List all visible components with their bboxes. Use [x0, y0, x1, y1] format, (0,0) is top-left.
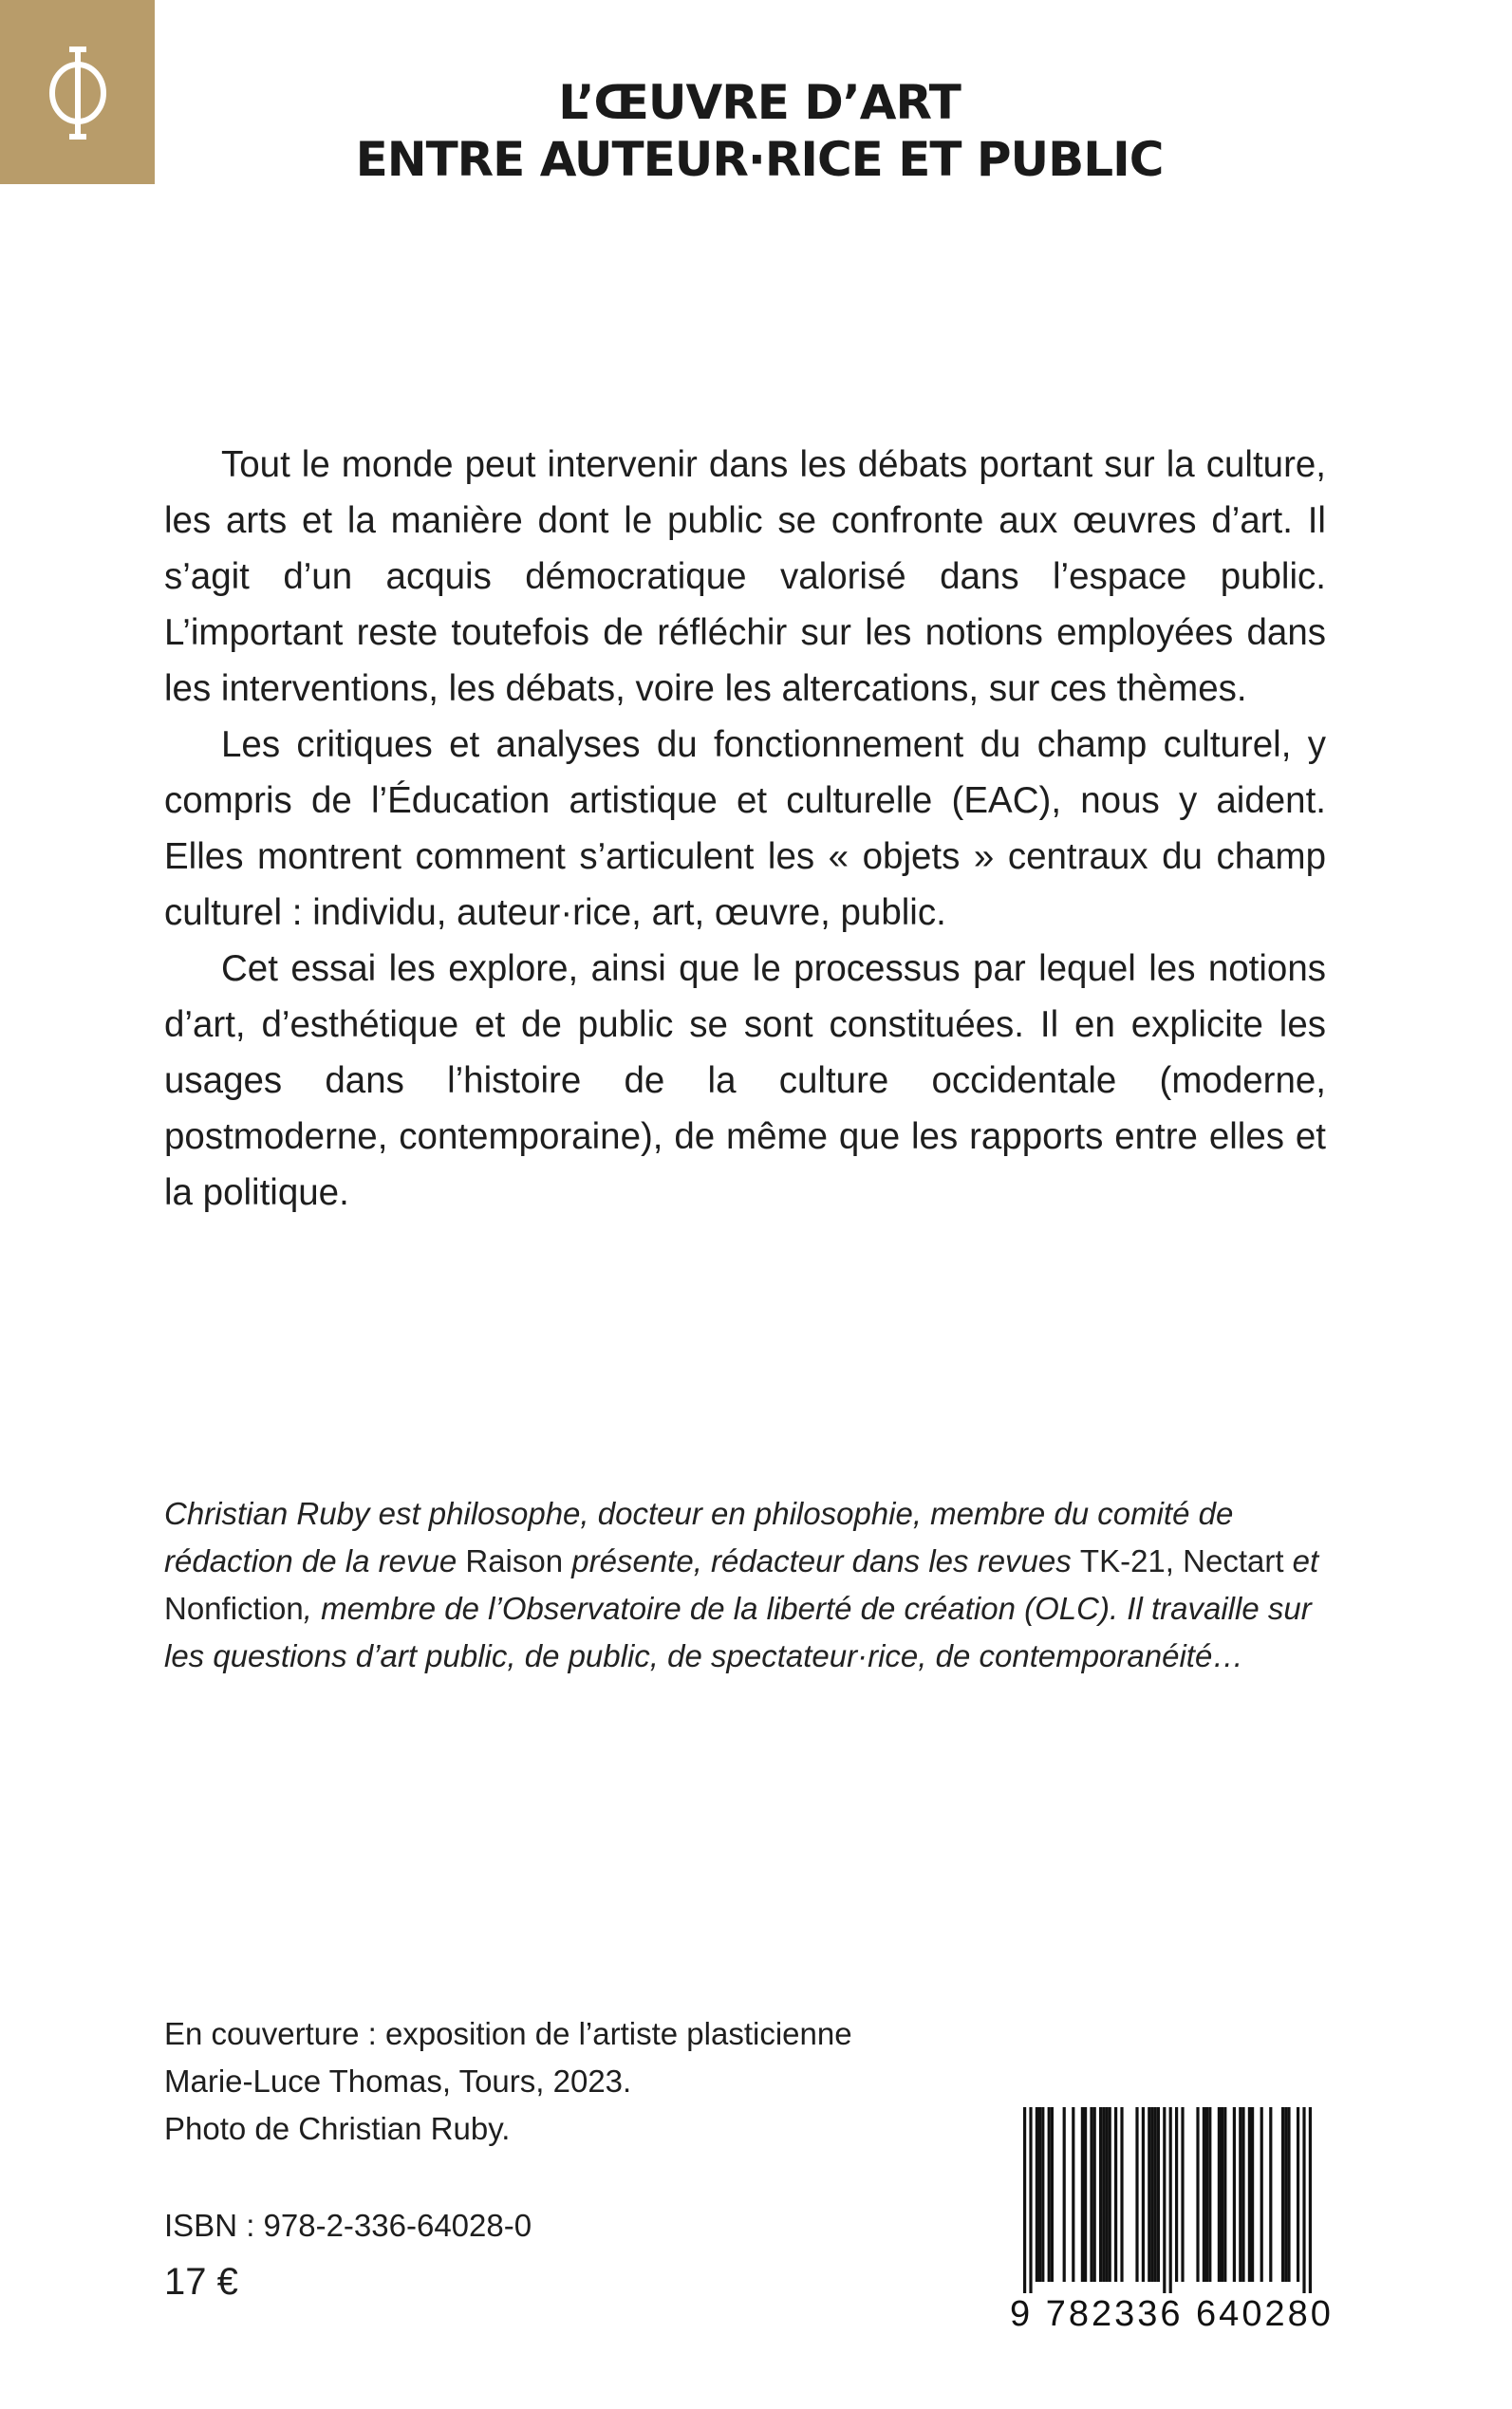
blurb-paragraph-3: Cet essai les explore, ainsi que le processus par lequel les notions d’art, d’esthétique et de public se sont constituées. Il en explicite les usages dans l’histoire de la culture occidentale (moderne, postmoderne, contemporaine), de même que les rapports entre elles et la politique.	[164, 948, 1326, 1213]
barcode-bar	[1223, 2107, 1226, 2282]
barcode-bar	[1148, 2107, 1150, 2282]
bio-text-3: ,	[1165, 1543, 1184, 1578]
barcode-bar	[1150, 2107, 1153, 2282]
bio-text-1: est philosophe, docteur en philosophie, membre du comité de rédaction de la revue	[164, 1496, 1234, 1578]
bio-journal-2: TK-21	[1079, 1543, 1166, 1578]
barcode-bar	[1102, 2107, 1105, 2282]
phi-icon	[40, 40, 116, 144]
barcode-bar	[1142, 2107, 1145, 2282]
bio-journal-4: Nonfiction	[164, 1591, 304, 1626]
barcode-bar	[1221, 2107, 1223, 2282]
barcode-bar	[1038, 2107, 1041, 2282]
barcode-bar	[1175, 2107, 1178, 2282]
barcode-bar	[1269, 2107, 1272, 2282]
barcode-bar	[1248, 2107, 1251, 2282]
bio-journal-3: Nectart	[1183, 1543, 1284, 1578]
barcode-bar	[1239, 2107, 1241, 2282]
barcode-bar	[1163, 2107, 1166, 2293]
price: 17 €	[164, 2261, 238, 2303]
barcode-bar	[1041, 2107, 1044, 2282]
bio-text-5: , membre de l’Observatoire de la liberté de création (OLC). Il travaille sur les questions d’art public, de public, de spectateur·rice, de contemporanéité…	[164, 1591, 1312, 1673]
barcode-bar	[1218, 2107, 1221, 2282]
barcode-bar	[1251, 2107, 1254, 2282]
barcode-bar	[1120, 2107, 1123, 2282]
barcode-bar	[1169, 2107, 1172, 2293]
barcode	[1010, 2105, 1334, 2343]
back-cover-blurb	[164, 437, 1326, 1221]
cover-credits	[164, 2010, 852, 2153]
barcode-bar	[1157, 2107, 1160, 2282]
barcode-bar	[1297, 2107, 1299, 2282]
barcode-bar	[1309, 2107, 1312, 2293]
book-title	[285, 74, 1234, 188]
blurb-paragraph-2: Les critiques et analyses du fonctionnement du champ culturel, y compris de l’Éducation artistique et culturelle (EAC), nous y aident. Elles montrent comment s’articulent les « objets » centraux du champ culturel : individu, auteur·rice, art, œuvre, public.	[164, 724, 1326, 933]
barcode-bar	[1099, 2107, 1102, 2282]
barcode-bar	[1109, 2107, 1111, 2282]
blurb-paragraph-1: Tout le monde peut intervenir dans les débats portant sur la culture, les arts et la manière dont le public se confronte aux œuvres d’art. Il s’agit d’un acquis démocratique valorisé dans l’espace public. L’important reste toutefois de réfléchir sur les notions employées dans les interventions, les débats, voire les altercations, sur ces thèmes.	[164, 444, 1326, 709]
barcode-bar	[1072, 2107, 1074, 2282]
barcode-bar	[1084, 2107, 1087, 2282]
barcode-bar	[1023, 2107, 1026, 2293]
author-name: Christian Ruby	[164, 1496, 370, 1531]
barcode-bar	[1260, 2107, 1263, 2282]
bio-text-2: présente, rédacteur dans les revues	[563, 1543, 1080, 1578]
barcode-bar	[1181, 2107, 1184, 2282]
barcode-bar	[1196, 2107, 1199, 2282]
barcode-bar	[1284, 2107, 1287, 2282]
barcode-bar	[1081, 2107, 1084, 2282]
barcode-bars	[1010, 2105, 1323, 2295]
barcode-bar	[1029, 2107, 1032, 2293]
barcode-bar	[1105, 2107, 1108, 2282]
barcode-bar	[1281, 2107, 1284, 2282]
barcode-bar	[1208, 2107, 1211, 2282]
barcode-bar	[1233, 2107, 1236, 2282]
barcode-bar	[1154, 2107, 1157, 2282]
barcode-bar	[1205, 2107, 1208, 2282]
barcode-bar	[1203, 2107, 1205, 2282]
barcode-bar	[1241, 2107, 1244, 2282]
credits-line-3: Photo de Christian Ruby.	[164, 2111, 511, 2146]
barcode-bar	[1302, 2107, 1305, 2293]
barcode-bar	[1048, 2107, 1051, 2282]
bio-journal-1: Raison	[465, 1543, 564, 1578]
barcode-bar	[1093, 2107, 1096, 2282]
isbn: ISBN : 978-2-336-64028-0	[164, 2208, 532, 2243]
title-line-1: L’ŒUVRE D’ART	[558, 75, 961, 130]
barcode-bar	[1090, 2107, 1092, 2282]
publisher-logo	[0, 0, 155, 184]
credits-line-1: En couverture : exposition de l’artiste plasticienne	[164, 2016, 852, 2051]
credits-line-2: Marie-Luce Thomas, Tours, 2023.	[164, 2064, 632, 2099]
barcode-bar	[1051, 2107, 1054, 2282]
barcode-bar	[1287, 2107, 1290, 2282]
barcode-bar	[1063, 2107, 1066, 2282]
title-line-2: ENTRE AUTEUR·RICE ET PUBLIC	[355, 132, 1164, 187]
bio-text-4: et	[1283, 1543, 1319, 1578]
barcode-bar	[1114, 2107, 1117, 2282]
barcode-digits: 9 782336 640280	[1010, 2294, 1334, 2334]
barcode-bar	[1135, 2107, 1138, 2282]
author-bio	[164, 1490, 1328, 1680]
barcode-bar	[1036, 2107, 1038, 2282]
